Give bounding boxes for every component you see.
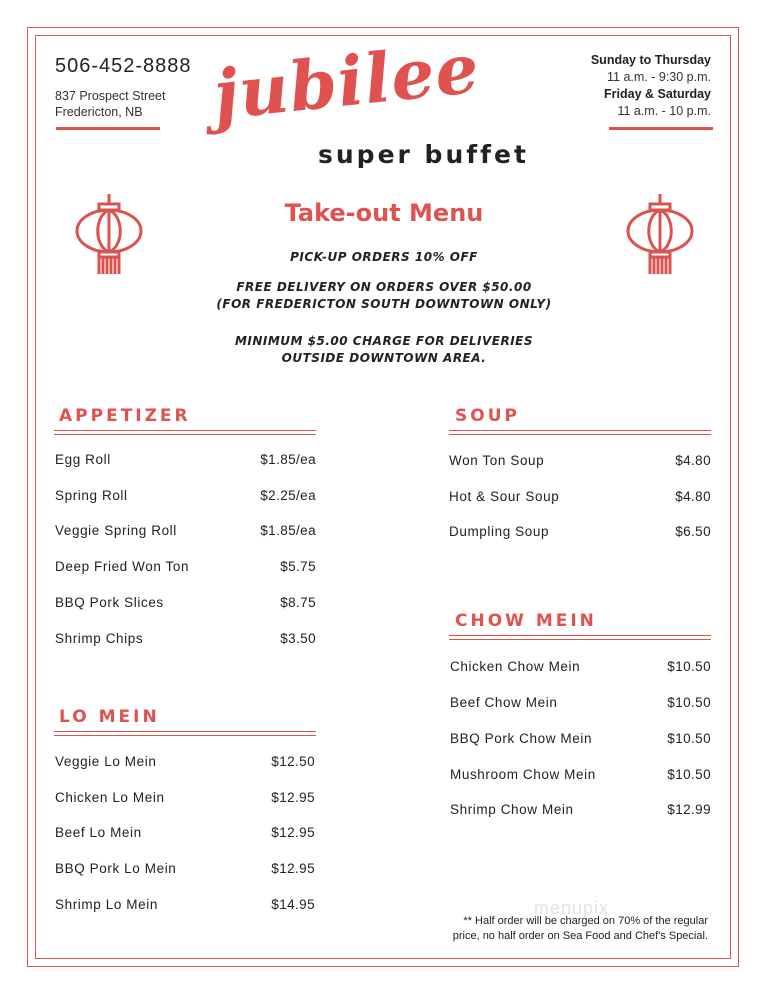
- menu-item-name: Spring Roll: [55, 488, 128, 503]
- menu-item-name: BBQ Pork Chow Mein: [450, 731, 593, 746]
- notice-delivery-2: (FOR FREDERICTON SOUTH DOWNTOWN ONLY): [216, 297, 552, 311]
- menu-item-name: Chicken Lo Mein: [55, 790, 165, 805]
- menu-item-name: Mushroom Chow Mein: [450, 767, 596, 782]
- phone-number: 506-452-8888: [55, 55, 192, 77]
- header-left-rule: [56, 127, 160, 130]
- section-divider: [449, 430, 711, 435]
- menu-item-name: Dumpling Soup: [449, 524, 550, 539]
- menu-item-price: $12.95: [271, 790, 315, 805]
- notice-charge-2: OUTSIDE DOWNTOWN AREA.: [281, 351, 487, 365]
- section-title-appetizer: APPETIZER: [59, 406, 191, 426]
- menu-item-price: $6.50: [675, 524, 711, 539]
- notice-pickup: PICK-UP ORDERS 10% OFF: [290, 250, 478, 264]
- address-line-2: Fredericton, NB: [55, 105, 143, 119]
- menu-item-name: Hot & Sour Soup: [449, 489, 560, 504]
- menu-item-price: $8.75: [280, 595, 316, 610]
- menu-item-name: Veggie Spring Roll: [55, 523, 177, 538]
- menu-item-price: $1.85/ea: [260, 523, 316, 538]
- menu-item-price: $10.50: [667, 767, 711, 782]
- menu-item-name: Veggie Lo Mein: [55, 754, 157, 769]
- menu-item-price: $4.80: [675, 453, 711, 468]
- menu-item-name: Shrimp Chips: [55, 631, 144, 646]
- menu-item-name: Chicken Chow Mein: [450, 659, 581, 674]
- menu-item-name: BBQ Pork Slices: [55, 595, 164, 610]
- menu-item-price: $14.95: [271, 897, 315, 912]
- menu-item-price: $12.95: [271, 825, 315, 840]
- menu-item-name: Egg Roll: [55, 452, 111, 467]
- menu-item-name: Deep Fried Won Ton: [55, 559, 190, 574]
- menu-item-price: $12.50: [271, 754, 315, 769]
- menu-item-name: Won Ton Soup: [449, 453, 545, 468]
- menu-item-price: $10.50: [667, 695, 711, 710]
- menu-item-name: Beef Chow Mein: [450, 695, 558, 710]
- address-line-1: 837 Prospect Street: [55, 89, 166, 103]
- header-right-rule: [609, 127, 713, 130]
- footnote: [453, 914, 708, 944]
- footnote-line-2: price, no half order on Sea Food and Chef's Special.: [452, 930, 708, 942]
- hours-days-2: Friday & Saturday: [604, 87, 711, 101]
- section-divider: [54, 731, 316, 736]
- menu-item-price: $3.50: [280, 631, 316, 646]
- menu-item-name: Shrimp Chow Mein: [450, 802, 574, 817]
- menu-item-price: $10.50: [667, 731, 711, 746]
- hours-days-1: Sunday to Thursday: [590, 53, 711, 67]
- menu-item-price: $4.80: [675, 489, 711, 504]
- notice-delivery-1: FREE DELIVERY ON ORDERS OVER $50.00: [236, 280, 532, 294]
- menu-item-price: $12.95: [271, 861, 315, 876]
- section-title-chow-mein: CHOW MEIN: [455, 611, 597, 631]
- menu-item-price: $12.99: [667, 802, 711, 817]
- section-title-soup: SOUP: [455, 406, 520, 426]
- notice-charge-1: MINIMUM $5.00 CHARGE FOR DELIVERIES: [234, 334, 534, 348]
- brand-subtitle: super buffet: [318, 140, 529, 169]
- menu-item-name: BBQ Pork Lo Mein: [55, 861, 177, 876]
- menu-item-name: Beef Lo Mein: [55, 825, 142, 840]
- hours-time-2: 11 a.m. - 10 p.m.: [617, 104, 711, 118]
- section-divider: [54, 430, 316, 435]
- menu-border-inner: [35, 35, 731, 959]
- section-divider: [449, 635, 711, 640]
- brand-logo: jubilee: [209, 28, 484, 136]
- menu-item-price: $10.50: [667, 659, 711, 674]
- footnote-line-1: ** Half order will be charged on 70% of the regular: [463, 915, 708, 927]
- watermark: menupix: [534, 898, 610, 918]
- menu-title: Take-out Menu: [284, 199, 484, 227]
- menu-item-name: Shrimp Lo Mein: [55, 897, 158, 912]
- menu-item-price: $2.25/ea: [260, 488, 316, 503]
- menu-item-price: $1.85/ea: [260, 452, 316, 467]
- section-title-lo-mein: LO MEIN: [59, 707, 160, 727]
- hours-time-1: 11 a.m. - 9:30 p.m.: [607, 70, 711, 84]
- menu-item-price: $5.75: [280, 559, 316, 574]
